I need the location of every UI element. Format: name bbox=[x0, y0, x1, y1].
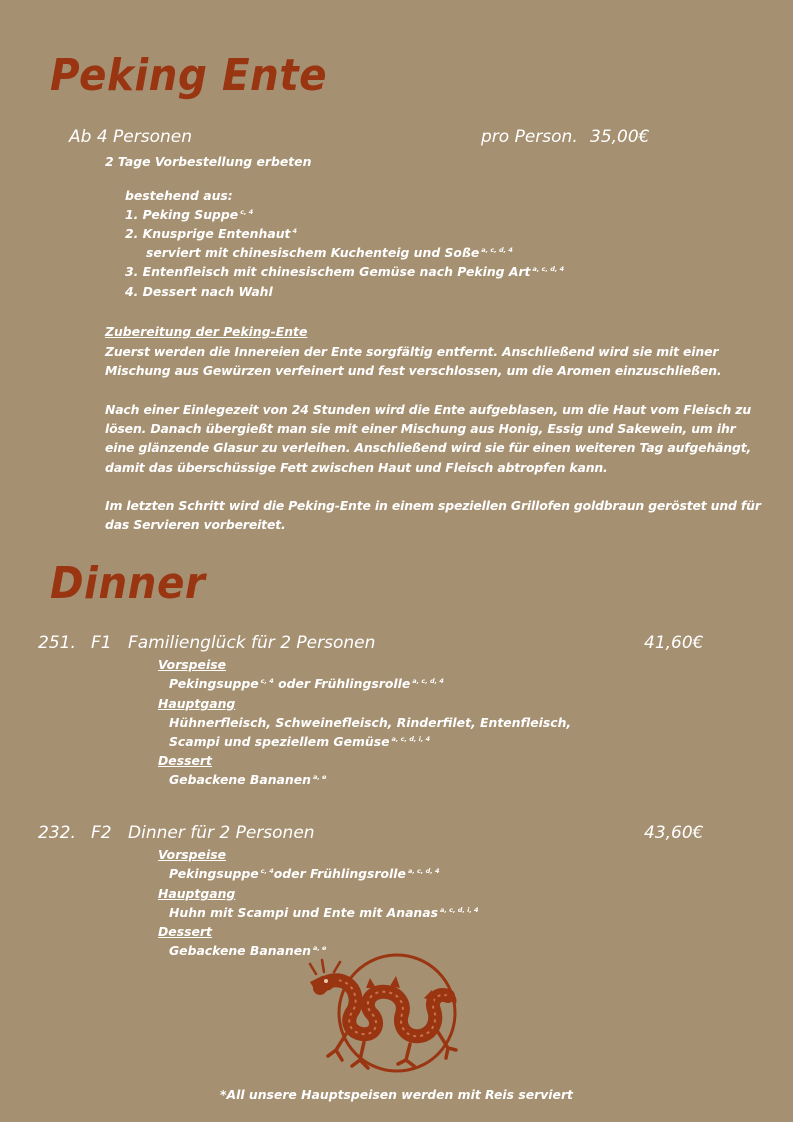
list-item: 4. Dessert nach Wahl bbox=[125, 284, 273, 299]
list-item: 2. Knusprige Entenhaut $^4$ bbox=[125, 226, 297, 241]
dessert-label: Dessert bbox=[158, 753, 212, 768]
menu-price: 41,60€ bbox=[644, 633, 704, 653]
main-label: Hauptgang bbox=[158, 886, 236, 901]
dessert-label: Dessert bbox=[158, 924, 212, 939]
menu-number: 251. bbox=[38, 633, 76, 653]
main-text-line-1: Hühnerfleisch, Schweinefleisch, Rinderfilet, Entenfleisch, bbox=[169, 715, 572, 730]
starter-label: Vorspeise bbox=[158, 657, 226, 672]
main-text-line-1: Huhn mit Scampi und Ente mit Ananas $^{a, c, d, i, 4}$ bbox=[169, 905, 479, 920]
prep-paragraph-2: Nach einer Einlegezeit von 24 Stunden wird die Ente aufgeblasen, um die Haut vom Fleisch zu lösen. Danach übergießt man sie mit einer Mischung aus Honig, Essig und Sakewein, um ihr eine glänzende Glasur zu verleihen. Anschließend wird sie für einen weiteren Tag aufgehängt, damit das überschüssige Fett zwischen Haut und Fleisch abtropfen kann. bbox=[105, 402, 752, 475]
dessert-text: Gebackene Bananen $^{a, e}$ bbox=[169, 772, 327, 787]
peking-price: 35,00€ bbox=[590, 127, 650, 147]
menu-price: 43,60€ bbox=[644, 823, 704, 843]
prep-heading: Zubereitung der Peking-Ente bbox=[105, 324, 308, 339]
dessert-text: Gebackene Bananen $^{a, e}$ bbox=[169, 943, 327, 958]
price-label: pro Person. bbox=[481, 127, 578, 147]
menu-name: Dinner für 2 Personen bbox=[128, 823, 315, 843]
starter-text: Pekingsuppe $^{c, 4}$ oder Frühlingsrolle $^{a, c, d, 4}$ bbox=[169, 676, 444, 691]
menu-name: Familienglück für 2 Personen bbox=[128, 633, 376, 653]
list-item: serviert mit chinesischem Kuchenteig und Soße $^{a, c, d, 4}$ bbox=[146, 245, 513, 260]
persons-label: Ab 4 Personen bbox=[69, 127, 193, 147]
preorder-note: 2 Tage Vorbestellung erbeten bbox=[105, 154, 312, 169]
peking-title: Peking Ente bbox=[50, 50, 328, 101]
menu-code: F2 bbox=[91, 823, 112, 843]
prep-paragraph-3: Im letzten Schritt wird die Peking-Ente in einem speziellen Grillofen goldbraun geröstet und für das Servieren vorbereitet. bbox=[105, 498, 761, 533]
starter-label: Vorspeise bbox=[158, 847, 226, 862]
footer-note: *All unsere Hauptspeisen werden mit Reis serviert bbox=[220, 1087, 573, 1102]
menu-code: F1 bbox=[91, 633, 112, 653]
starter-text: Pekingsuppe $^{c, 4}$oder Frühlingsrolle $^{a, c, d, 4}$ bbox=[169, 866, 440, 881]
main-text-line-2: Scampi und speziellem Gemüse $^{a, c, d, i, 4}$ bbox=[169, 734, 431, 749]
dinner-title: Dinner bbox=[50, 558, 206, 609]
prep-paragraph-1: Zuerst werden die Innereien der Ente sorgfältig entfernt. Anschließend wird sie mit einer Mischung aus Gewürzen verfeinert und fest verschlossen, um die Aromen einzuschließen. bbox=[105, 344, 722, 379]
consists-label: bestehend aus: bbox=[125, 188, 233, 203]
menu-number: 232. bbox=[38, 823, 76, 843]
list-item: 3. Entenfleisch mit chinesischem Gemüse nach Peking Art $^{a, c, d, 4}$ bbox=[125, 264, 565, 279]
dragon-icon bbox=[306, 952, 461, 1076]
main-label: Hauptgang bbox=[158, 696, 236, 711]
list-item: 1. Peking Suppe $^{c, 4}$ bbox=[125, 207, 254, 222]
